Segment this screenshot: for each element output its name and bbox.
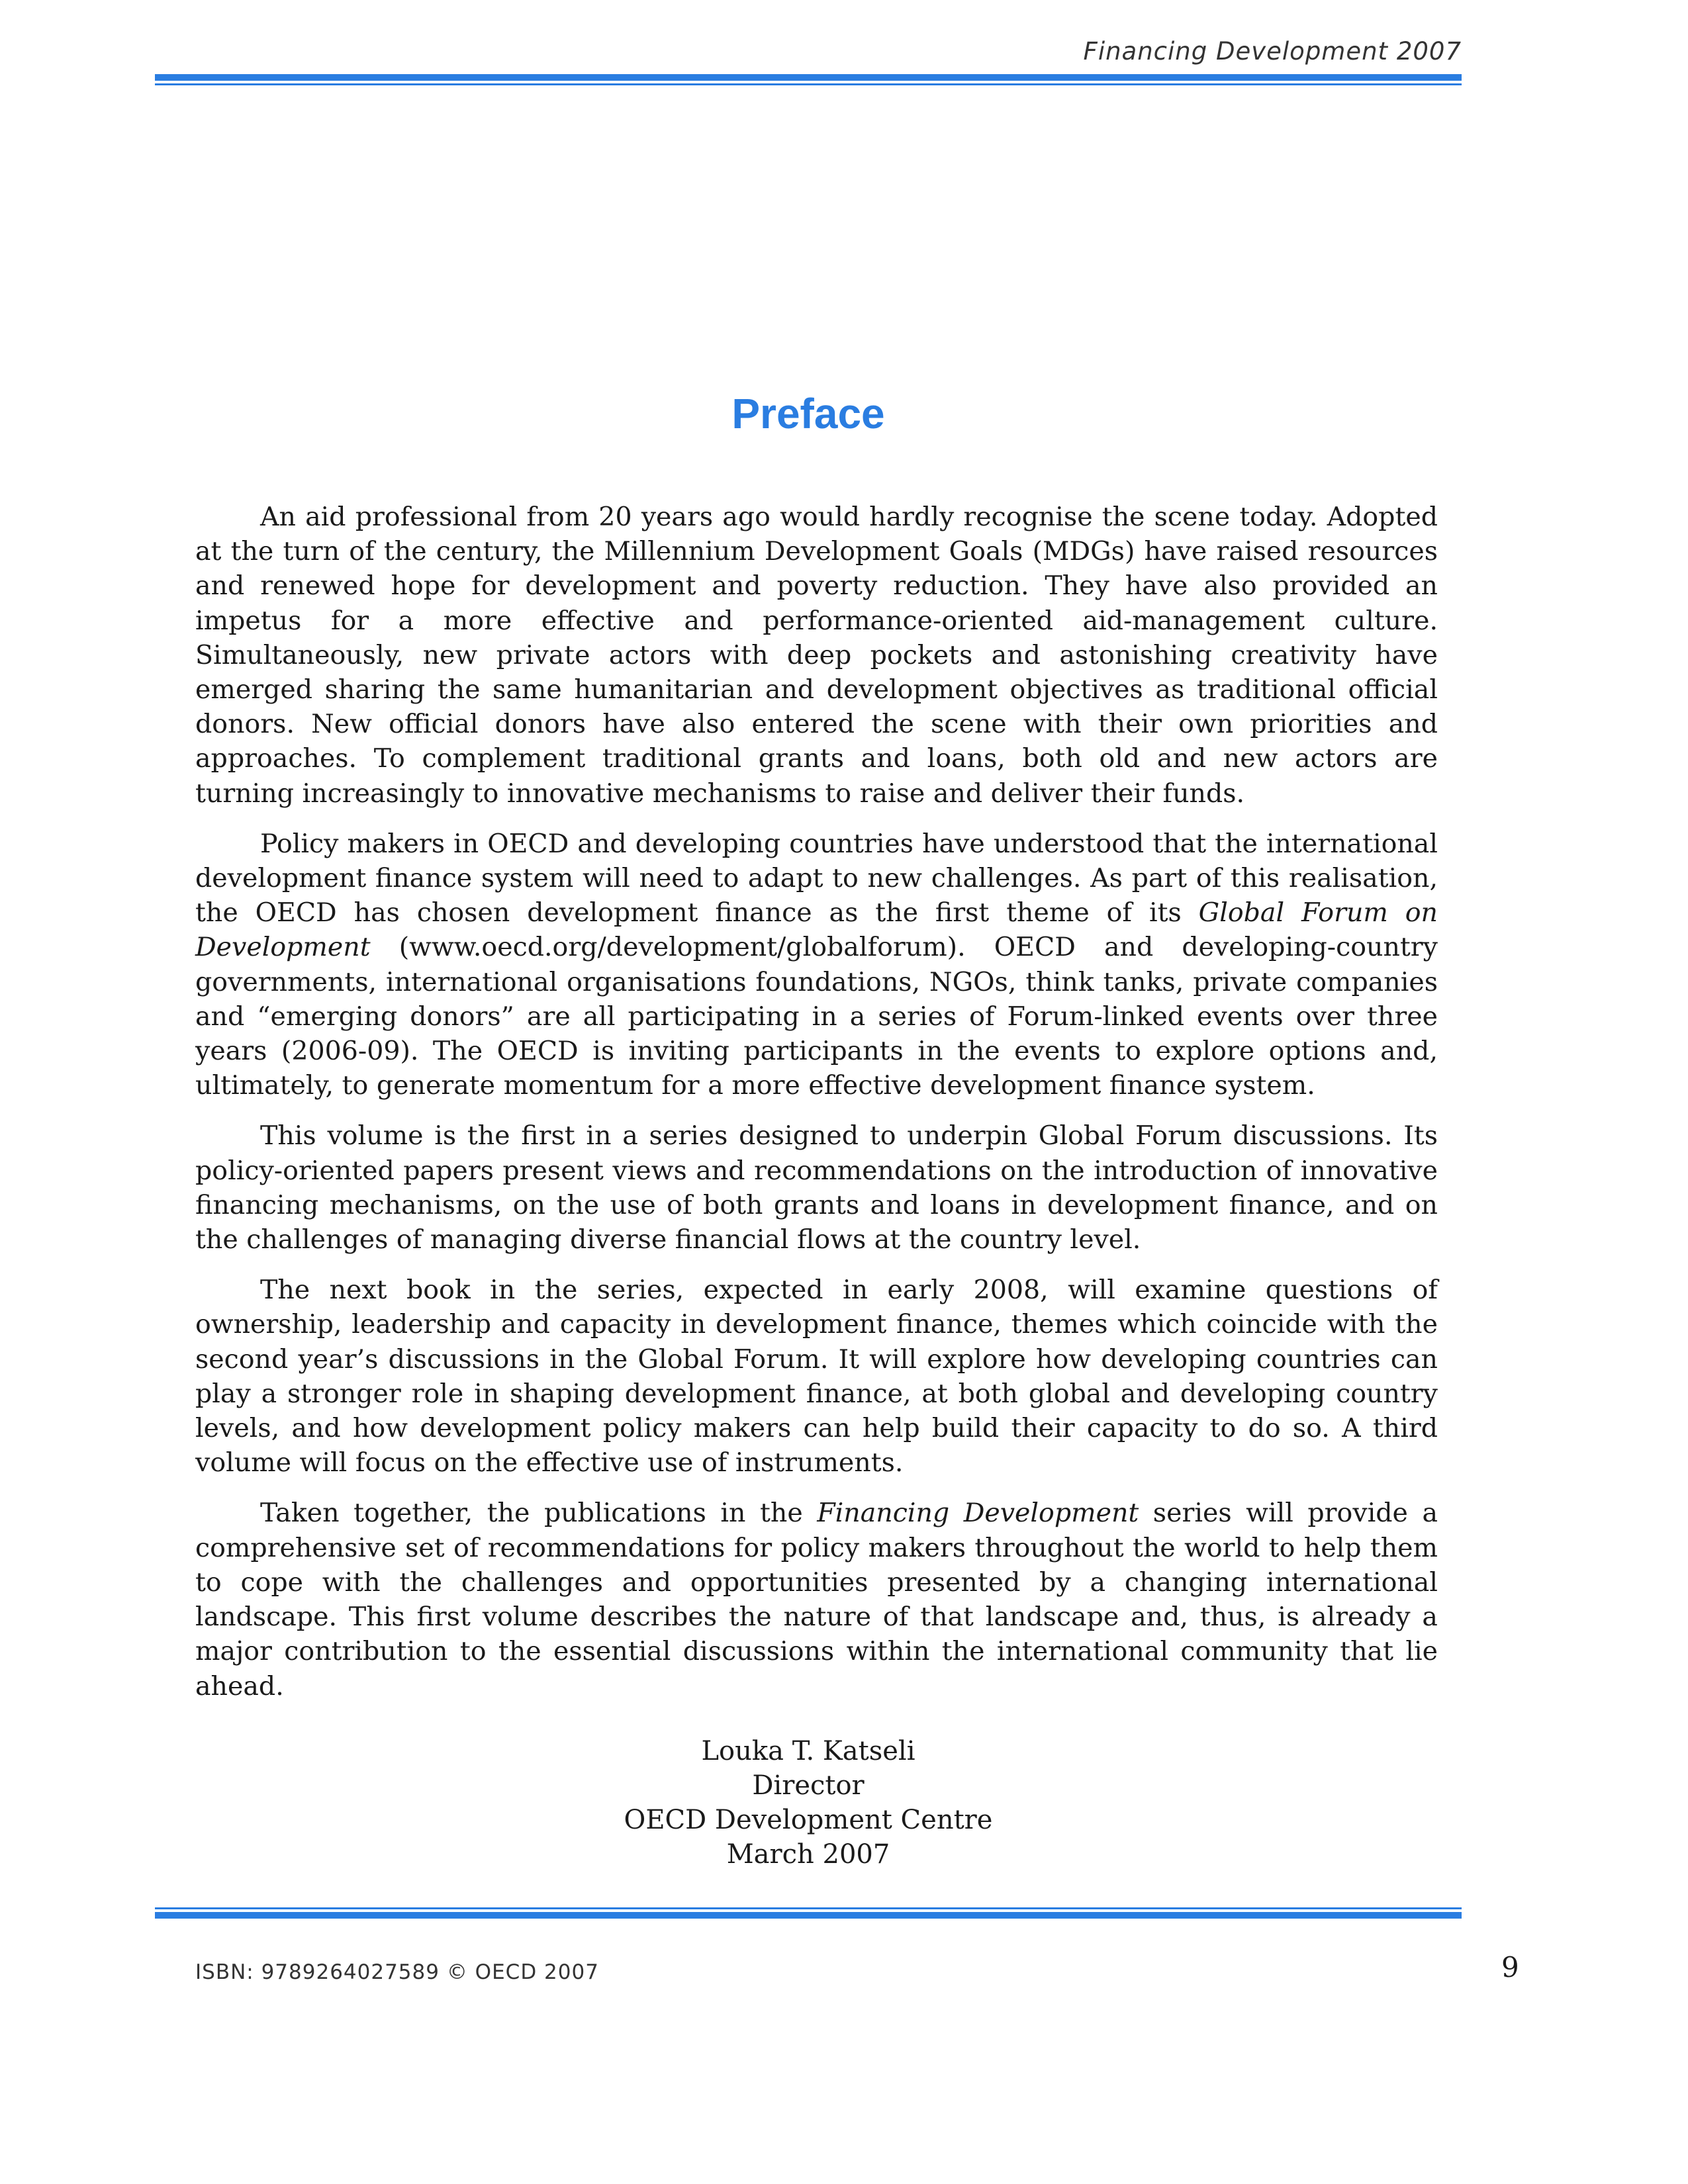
signature-block	[155, 1734, 1462, 1872]
paragraph-5-text-a: Taken together, the publications in the	[260, 1498, 818, 1529]
signatory-name: Louka T. Katseli	[701, 1736, 915, 1766]
signatory-role: Director	[752, 1770, 865, 1801]
paragraph-2	[195, 827, 1438, 1103]
paragraph-5-text-b: series will provide a comprehensive set of recommendations for policy makers throughout the world to help them to cope with the challenges and opportunities presented by a changing international landscape. This first volume describes the nature of that landscape and, thus, is already a major contribution to the essential discussions within the international community that lie ahead.	[195, 1498, 1438, 1702]
paragraph-2-text-b: (www.oecd.org/development/globalforum). OECD and developing-country governments, international organisations foundations, NGOs, think tanks, private companies and “emerging donors” are all participating in a series of Forum-linked events over three years (2006-09). The OECD is inviting participants in the events to explore options and, ultimately, to generate momentum for a more effective development finance system.	[195, 932, 1438, 1101]
paragraph-5	[195, 1496, 1438, 1703]
page-number: 9	[1501, 1951, 1519, 1983]
paragraph-1: An aid professional from 20 years ago would hardly recognise the scene today. Adopted at the turn of the century, the Millennium Development Goals (MDGs) have raised resources and renewed hope for development and poverty reduction. They have also provided an impetus for a more effective and performance-oriented aid-management culture. Simultaneously, new private actors with deep pockets and astonishing creativity have emerged sharing the same humanitarian and development objectives as traditional official donors. New official donors have also entered the scene with their own priorities and approaches. To complement traditional grants and loans, both old and new actors are turning increasingly to innovative mechanisms to raise and deliver their funds.	[195, 502, 1438, 809]
paragraph-3: This volume is the first in a series designed to underpin Global Forum discussions. Its policy-oriented papers present views and recommendations on the introduction of innovative financing mechanisms, on the use of both grants and loans in development finance, and on the challenges of managing diverse financial flows at the country level.	[195, 1120, 1438, 1255]
page-title: Preface	[731, 389, 885, 437]
paragraph-4: The next book in the series, expected in early 2008, will examine questions of ownership, leadership and capacity in development finance, themes which coincide with the second year’s discussions in the Global Forum. It will explore how developing countries can play a stronger role in shaping development finance, at both global and developing country levels, and how development policy makers can help build their capacity to do so. A third volume will focus on the effective use of instruments.	[195, 1275, 1438, 1479]
signature-date: March 2007	[726, 1839, 890, 1870]
isbn-copyright: ISBN: 9789264027589 © OECD 2007	[195, 1960, 599, 1984]
preface-body	[195, 500, 1438, 1719]
global-forum-title: Global Forum on Development	[195, 897, 1438, 963]
running-header-title: Financing Development 2007	[1083, 37, 1462, 66]
paragraph-2-text-a: Policy makers in OECD and developing countries have understood that the international development finance system will need to adapt to new challenges. As part of this realisation, the OECD has chosen development finance as the first theme of its	[195, 828, 1438, 929]
signatory-organisation: OECD Development Centre	[624, 1805, 993, 1835]
header-rule	[155, 74, 1462, 85]
footer-rule	[155, 1907, 1462, 1919]
series-title: Financing Development	[817, 1498, 1139, 1529]
